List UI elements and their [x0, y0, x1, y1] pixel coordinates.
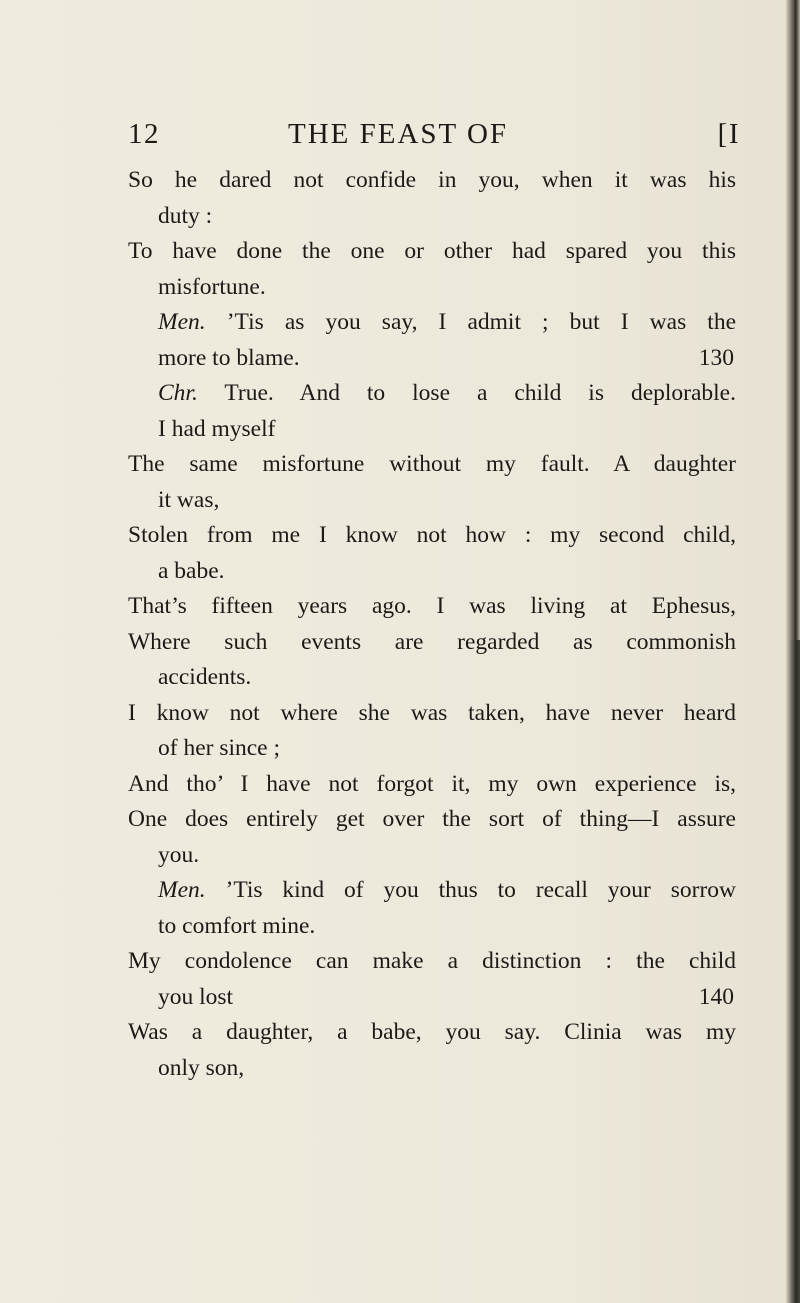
- line-text: misfortune.: [158, 273, 266, 300]
- line-text: Was a daughter, a babe, you say. Clinia was my: [128, 1019, 736, 1045]
- line-text: duty :: [158, 202, 213, 229]
- verse-line: [128, 447, 736, 483]
- line-text: Stolen from me I know not how : my second child,: [128, 522, 736, 548]
- verse-line: [128, 589, 736, 625]
- verse-line: [128, 234, 736, 270]
- verse-line: [128, 412, 736, 448]
- verse-line: [128, 696, 736, 732]
- verse-line: [128, 909, 736, 945]
- verse-line: [128, 980, 736, 1016]
- line-text: more to blame.: [158, 344, 300, 371]
- page-number: 12: [128, 118, 160, 150]
- verse-line: [128, 376, 736, 412]
- verse-text: [128, 163, 736, 1086]
- verse-line: [128, 660, 736, 696]
- running-title: THE FEAST OF: [288, 118, 509, 150]
- verse-line: [128, 731, 736, 767]
- verse-line: [128, 163, 736, 199]
- verse-line: [128, 838, 736, 874]
- verse-line: [128, 554, 736, 590]
- line-text: ’Tis kind of you thus to recall your sorrow: [225, 877, 736, 903]
- verse-line: [128, 483, 736, 519]
- speaker-label: Men.: [158, 877, 206, 903]
- line-text: So he dared not confide in you, when it was his: [128, 167, 736, 193]
- line-number: 140: [698, 983, 734, 1010]
- line-text: I had myself: [158, 415, 276, 442]
- speaker-label: Men.: [158, 309, 206, 335]
- section-mark: [I: [717, 118, 740, 150]
- page-header: [128, 118, 740, 154]
- line-number: 130: [698, 344, 734, 371]
- line-text: you lost: [158, 983, 234, 1010]
- verse-line: [128, 944, 736, 980]
- line-text: One does entirely get over the sort of thing—I assure: [128, 806, 736, 832]
- line-text: it was,: [158, 486, 220, 513]
- page-edge-binding: [790, 640, 800, 1303]
- verse-line: [128, 873, 736, 909]
- line-text: To have done the one or other had spared you this: [128, 238, 736, 264]
- line-text: ’Tis as you say, I admit ; but I was the: [226, 309, 736, 335]
- line-text: And tho’ I have not forgot it, my own experience is,: [128, 770, 736, 797]
- line-text: of her since ;: [158, 735, 281, 761]
- verse-line: [128, 305, 736, 341]
- verse-line: [128, 1015, 736, 1051]
- line-text: to comfort mine.: [158, 912, 316, 939]
- line-text: you.: [158, 841, 200, 868]
- verse-line: [128, 625, 736, 661]
- line-text: a babe.: [158, 557, 225, 584]
- verse-line: [128, 341, 736, 377]
- verse-line: [128, 1051, 736, 1087]
- line-text: I know not where she was taken, have never heard: [128, 699, 736, 726]
- verse-line: [128, 802, 736, 838]
- verse-line: [128, 767, 736, 803]
- verse-line: [128, 199, 736, 235]
- verse-line: [128, 518, 736, 554]
- line-text: Where such events are regarded as commonish: [128, 628, 736, 655]
- speaker-label: Chr.: [158, 380, 198, 406]
- verse-line: [128, 270, 736, 306]
- line-text: only son,: [158, 1054, 245, 1081]
- line-text: My condolence can make a distinction : the child: [128, 948, 736, 974]
- line-text: accidents.: [158, 664, 252, 690]
- line-text: True. And to lose a child is deplorable.: [224, 380, 736, 406]
- line-text: The same misfortune without my fault. A daughter: [128, 451, 736, 477]
- line-text: That’s fifteen years ago. I was living at Ephesus,: [128, 593, 736, 619]
